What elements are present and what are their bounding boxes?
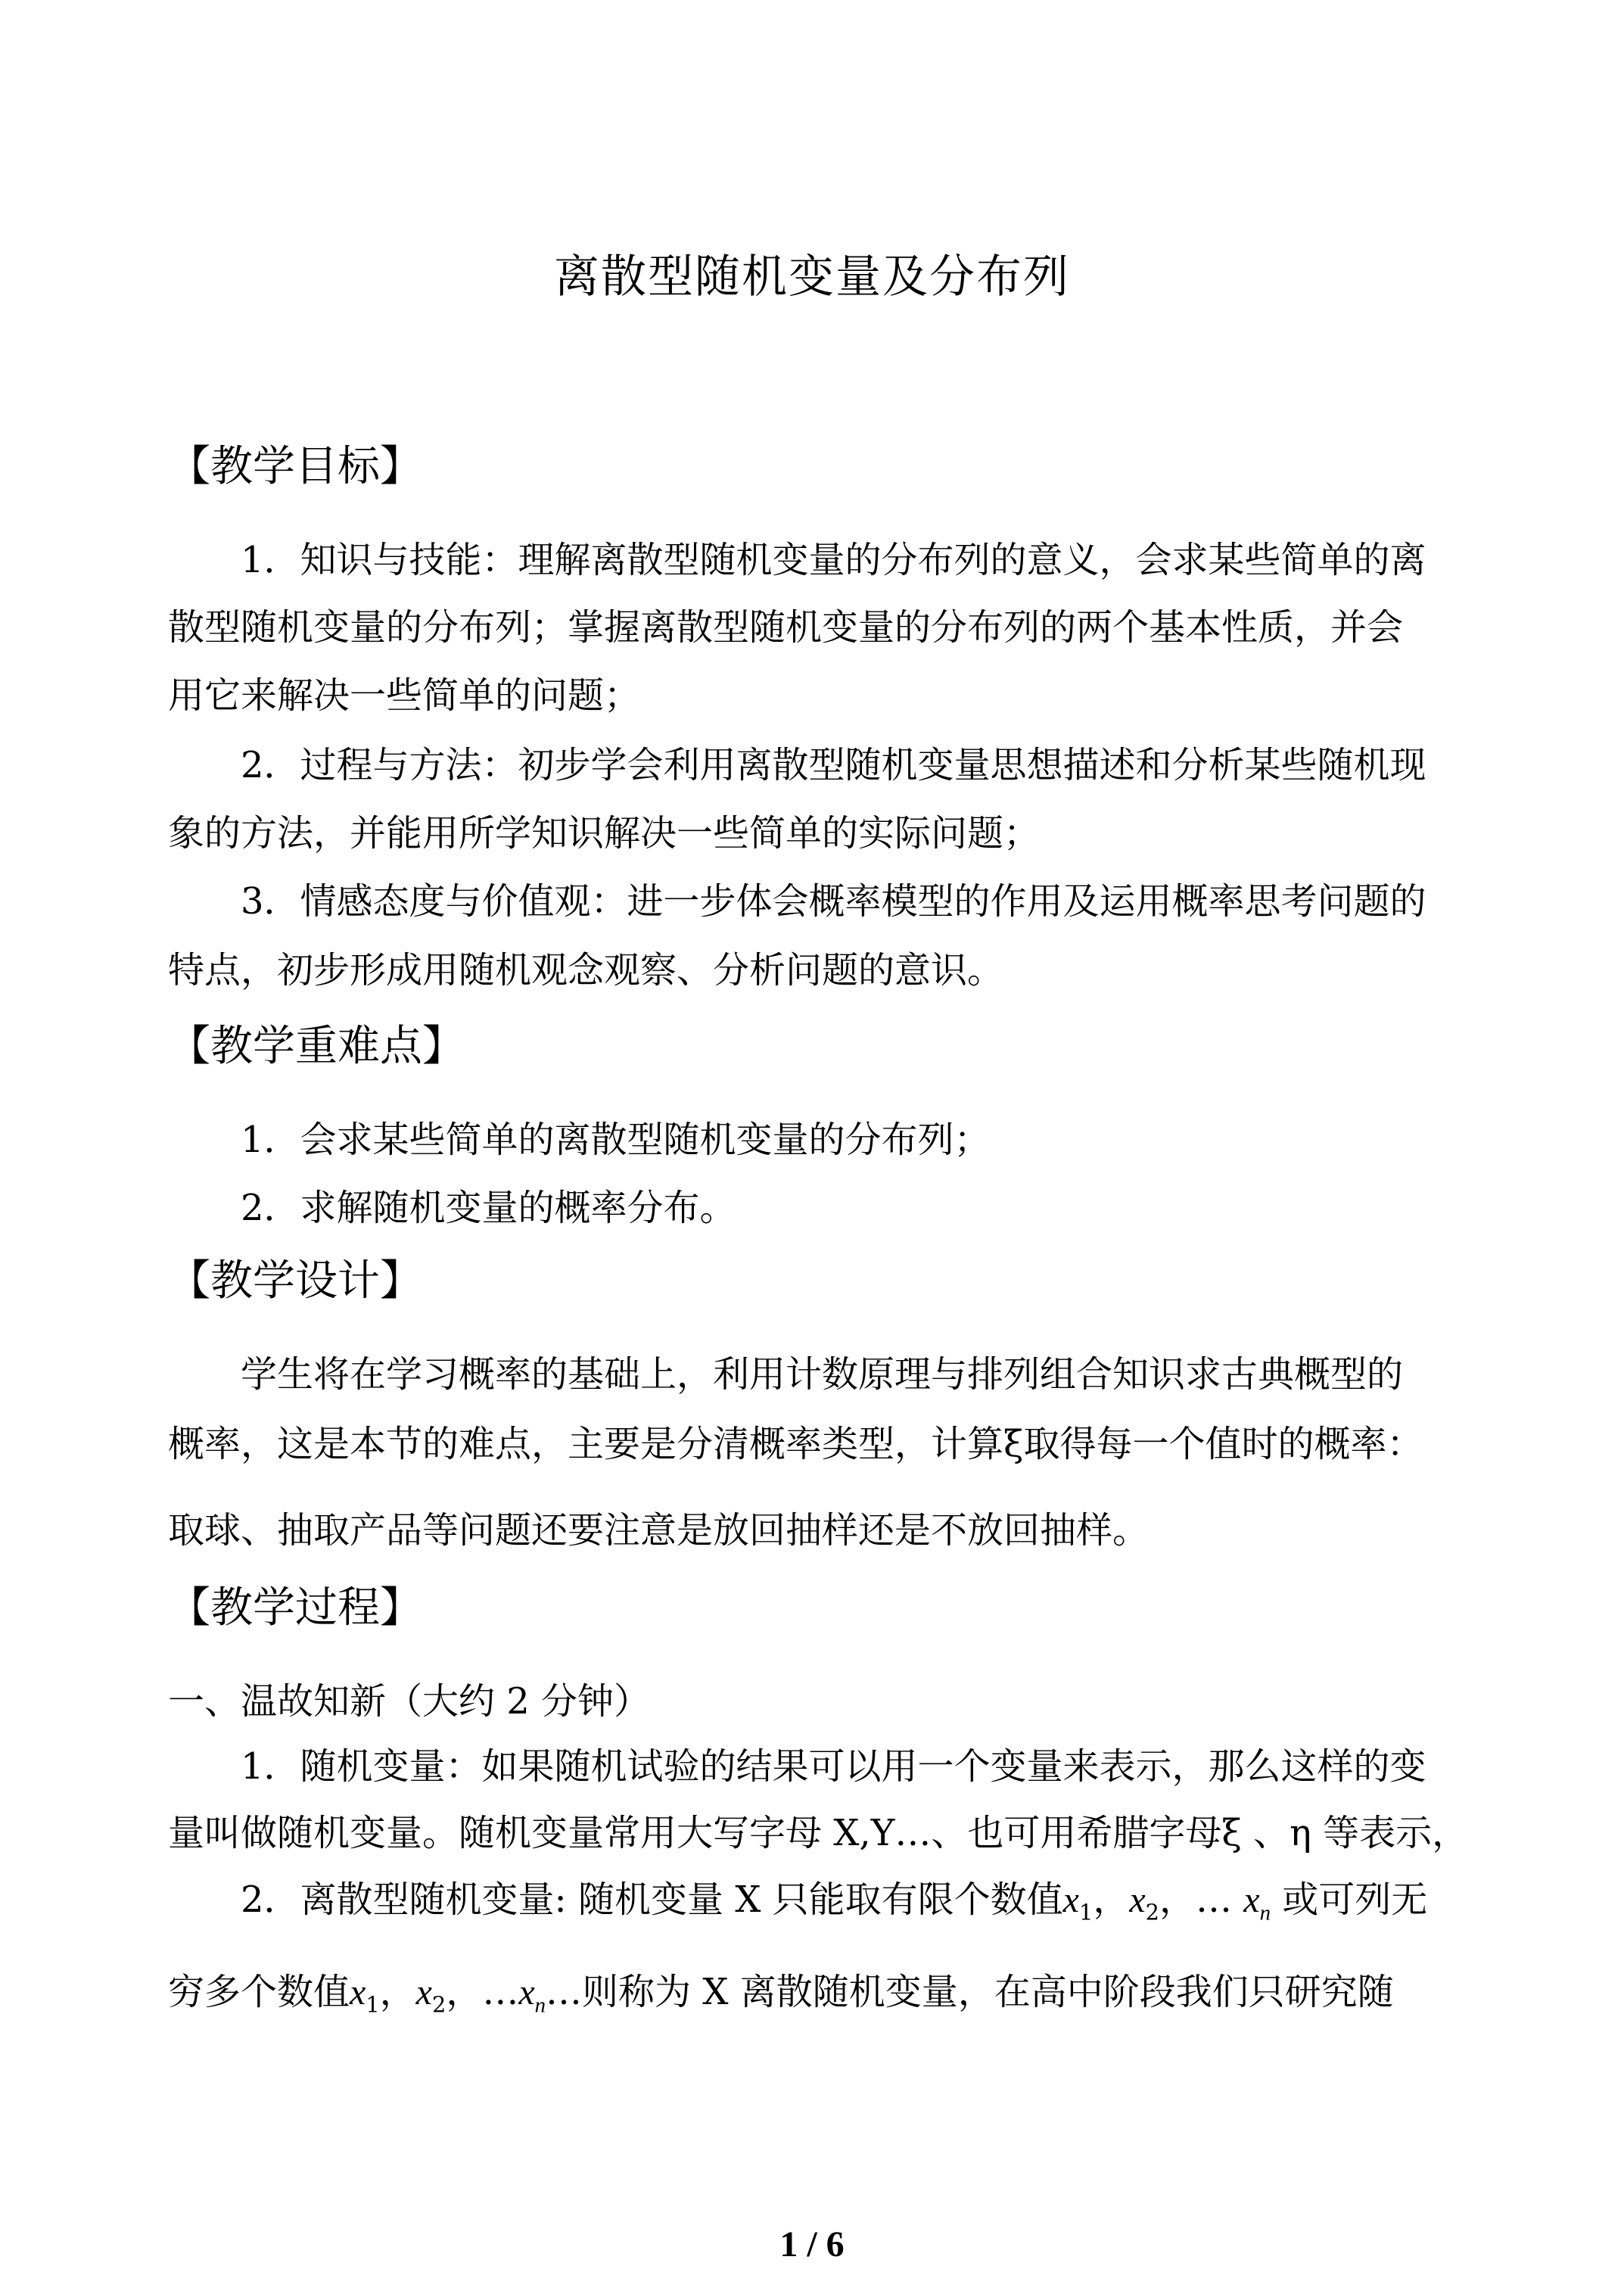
text-line: 1．知识与技能：理解离散型随机变量的分布列的意义，会求某些简单的离	[241, 539, 1426, 581]
math-variable: x	[350, 1972, 366, 2012]
text-line: 1．随机变量：如果随机试验的结果可以用一个变量来表示，那么这样的变	[241, 1745, 1426, 1788]
text-segment: 2．离散型随机变量: 随机变量 X 只能取有限个数值	[241, 1878, 1063, 1921]
comma: ，	[1093, 1878, 1130, 1921]
math-variable: x	[1243, 1880, 1260, 1920]
text-line: 2．求解随机变量的概率分布。	[241, 1187, 736, 1229]
math-subscript: 2	[1145, 1899, 1159, 1925]
text-segment: 或可列无	[1282, 1878, 1428, 1921]
text-line: 2．过程与方法：初步学会利用离散型随机变量思想描述和分析某些随机现	[241, 744, 1426, 786]
text-line: 1．会求某些简单的离散型随机变量的分布列；	[241, 1119, 991, 1161]
text-line: 量叫做随机变量。随机变量常用大写字母 X,Y…、也可用希腊字母ξ 、η 等表示，	[168, 1812, 1469, 1854]
page-number: 1 / 6	[779, 2224, 845, 2264]
math-subscript: 1	[1078, 1899, 1094, 1925]
math-variable: x	[1129, 1880, 1146, 1920]
text-line: 象的方法，并能用所学知识解决一些简单的实际问题；	[168, 812, 1041, 854]
text-line-with-math	[241, 1878, 1428, 1925]
text-line: 3．情感态度与价值观：进一步体会概率模型的作用及运用概率思考问题的	[241, 880, 1426, 923]
math-subscript: 1	[366, 1991, 380, 2018]
section-heading-process: 【教学过程】	[168, 1583, 422, 1633]
comma: ，	[446, 1971, 483, 2013]
math-variable: x	[1062, 1880, 1079, 1920]
ellipsis: …	[1195, 1878, 1232, 1921]
math-subscript: n	[1259, 1900, 1271, 1925]
comma: ，	[379, 1971, 416, 2013]
section-heading-design: 【教学设计】	[168, 1256, 422, 1306]
ellipsis: …	[482, 1971, 519, 2013]
subsection-heading: 一、温故知新（大约 2 分钟）	[168, 1680, 651, 1723]
math-variable: x	[518, 1972, 535, 2012]
text-line: 取球、抽取产品等问题还要注意是放回抽样还是不放回抽样。	[168, 1509, 1150, 1552]
document-title: 离散型随机变量及分布列	[554, 251, 1070, 303]
text-segment: …则称为 X 离散随机变量，在高中阶段我们只研究随	[546, 1971, 1394, 2013]
text-segment: 穷多个数值	[168, 1971, 350, 2013]
text-line: 概率，这是本节的难点，主要是分清概率类型，计算ξ取得每一个值时的概率：	[168, 1423, 1423, 1465]
comma: ，	[1159, 1878, 1196, 1921]
section-heading-objectives: 【教学目标】	[168, 442, 422, 491]
math-variable: x	[415, 1972, 432, 2012]
text-line: 学生将在学习概率的基础上，利用计数原理与排列组合知识求古典概型的	[241, 1353, 1404, 1396]
math-subscript: n	[534, 1993, 546, 2018]
text-line: 用它来解决一些简单的问题；	[168, 674, 641, 717]
text-line-with-math	[168, 1971, 1394, 2018]
math-subscript: 2	[431, 1991, 446, 2018]
text-line: 特点，初步形成用随机观念观察、分析问题的意识。	[168, 949, 1004, 991]
section-heading-key-points: 【教学重难点】	[168, 1022, 465, 1071]
text-line: 散型随机变量的分布列；掌握离散型随机变量的分布列的两个基本性质，并会	[168, 606, 1404, 649]
